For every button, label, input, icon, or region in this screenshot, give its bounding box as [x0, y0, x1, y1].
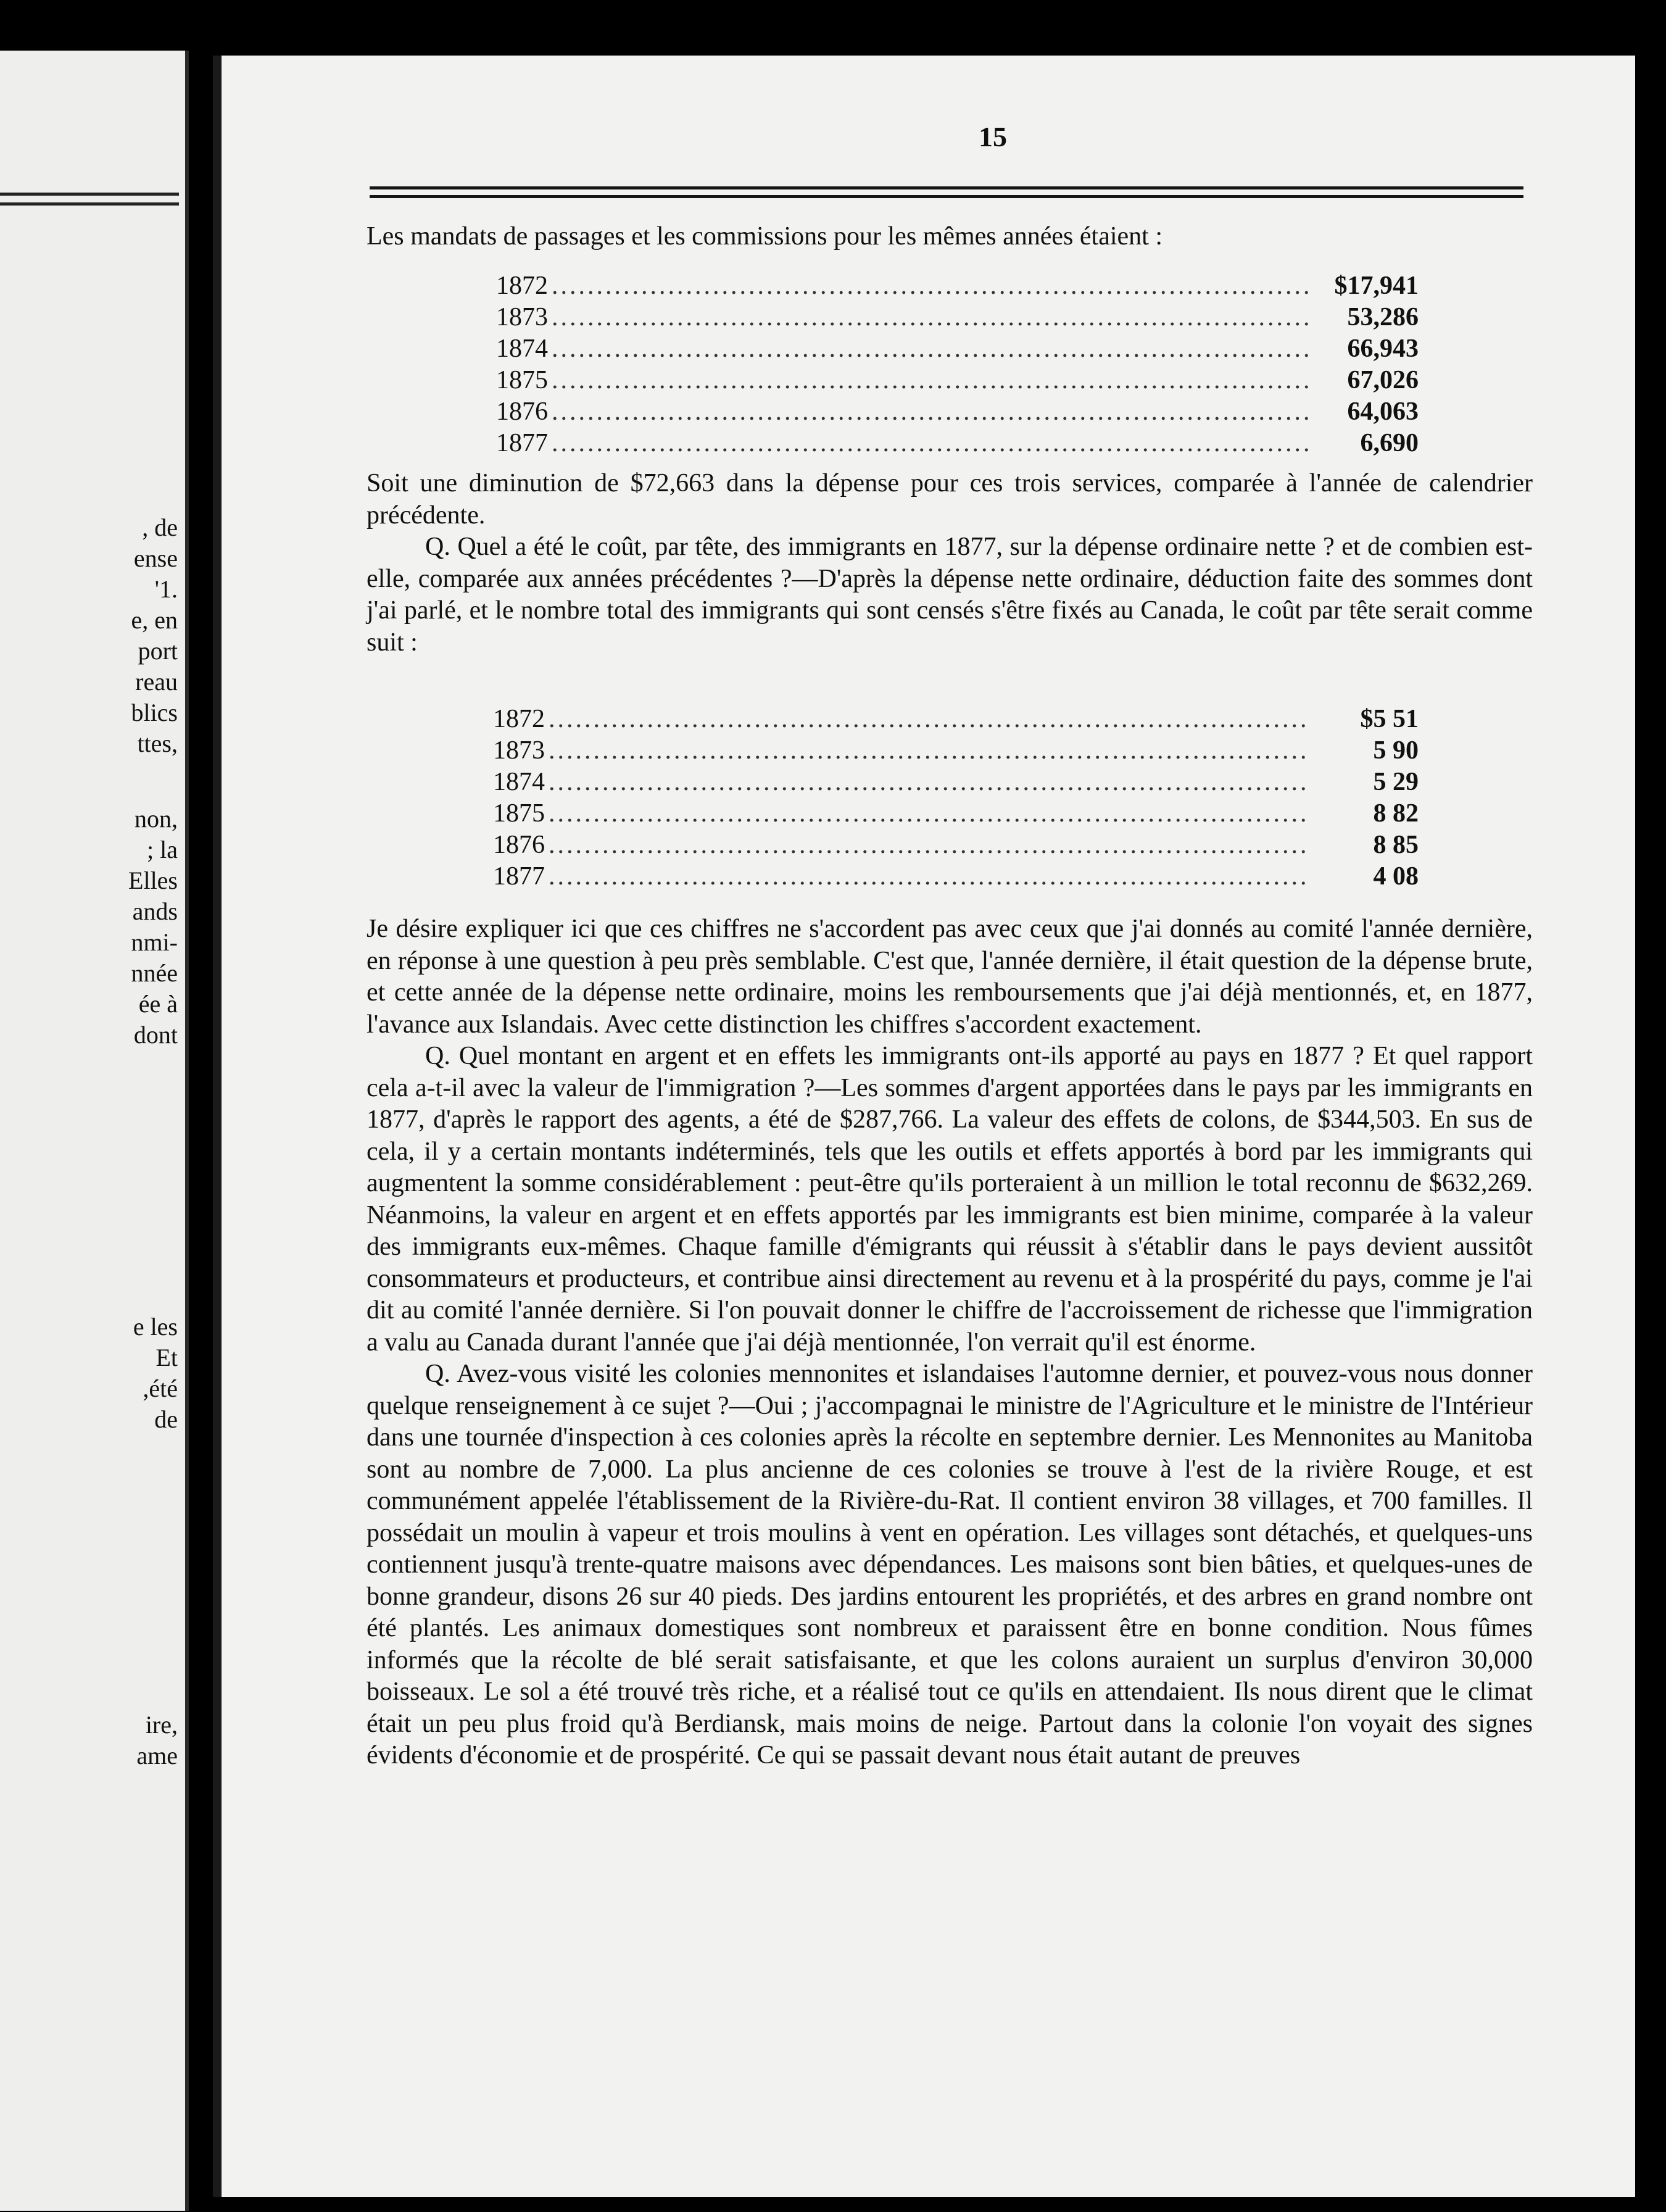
- table-row: [496, 365, 1419, 396]
- left-page-fragment: blics: [131, 699, 178, 726]
- left-page-rule: [0, 193, 179, 196]
- year-cell: 1873: [493, 736, 545, 765]
- left-page-fragment: e les: [133, 1313, 178, 1341]
- year-cell: 1872: [493, 705, 545, 733]
- table-row: [493, 767, 1419, 798]
- year-cell: 1877: [496, 429, 548, 457]
- header-rule: [370, 195, 1523, 198]
- amount-cell: $17,941: [1334, 272, 1419, 300]
- paragraph: Je désire expliquer ici que ces chiffres ne s'accordent pas avec ceux que j'ai donnés au comité l'année dernière, en réponse à une question à peu près semblable. C'est que, l'année dernière, il était question de la dépense brute, et cette année de la dépense nette ordinaire, moins les remboursements que j'ai déjà mentionnés, et, en 1877, l'avance aux Islandais. Avec cette distinction les chiffres s'accordent exactement.: [367, 915, 1533, 1039]
- left-page-fragment: '1.: [154, 575, 178, 603]
- left-page-rule: [0, 202, 179, 206]
- page-number: 15: [979, 121, 1007, 152]
- year-cell: 1873: [496, 303, 548, 331]
- dot-leader: [552, 428, 1310, 459]
- year-cell: 1876: [493, 831, 545, 859]
- dot-leader: [549, 861, 1310, 892]
- year-cell: 1877: [493, 862, 545, 891]
- dot-leader: [549, 735, 1310, 767]
- document-page: [213, 56, 1635, 2197]
- dot-leader: [549, 798, 1310, 830]
- amount-cell: 5 90: [1373, 736, 1419, 765]
- table-row: [496, 333, 1419, 365]
- dot-leader: [549, 767, 1310, 798]
- table-row: [496, 302, 1419, 333]
- body-section-1: [367, 468, 1533, 659]
- table-row: [493, 861, 1419, 892]
- amount-cell: 6,690: [1360, 429, 1419, 457]
- table-row: [493, 704, 1419, 735]
- left-page-fragment: nnée: [131, 959, 178, 987]
- dot-leader: [552, 333, 1310, 365]
- amount-cell: 53,286: [1347, 303, 1419, 331]
- year-cell: 1876: [496, 397, 548, 426]
- table-row: [496, 270, 1419, 302]
- intro-paragraph: [367, 221, 1533, 253]
- passage-commission-table: [496, 270, 1419, 459]
- paragraph: Soit une diminution de $72,663 dans la dépense pour ces trois services, comparée à l'année de calendrier précédente.: [367, 469, 1533, 530]
- left-page-fragment: port: [138, 637, 178, 665]
- table-row: [493, 735, 1419, 767]
- table-row: [496, 428, 1419, 459]
- left-page-fragment: ,été: [143, 1374, 178, 1402]
- left-page-fragment: e, en: [131, 606, 178, 634]
- amount-cell: 5 29: [1373, 768, 1419, 796]
- intro-text: Les mandats de passages et les commissions pour les mêmes années étaient :: [367, 222, 1163, 251]
- left-page-fragment: Et: [155, 1344, 178, 1371]
- header-rule: [370, 186, 1523, 189]
- paragraph: Q. Quel montant en argent et en effets les immigrants ont-ils apporté au pays en 1877 ? Et quel rapport cela a-t-il avec la valeur de l'immigration ?—Les sommes d'argent apportées dans le pays par les immigrants en 1877, d'après le rapport des agents, a été de $287,766. La valeur des effets de colons, de $344,503. En sus de cela, il y a certain montants indéterminés, tels que les outils et effets apportés à bord par les immigrants qui augmentent la somme considérablement : peut-être qu'ils porteraient à un million le total reconnu de $632,269. Néanmoins, la valeur en argent et en effets apportés par les immigrants est bien minime, comparée à la valeur des immigrants eux-mêmes. Chaque famille d'émigrants qui réussit à s'établir dans le pays devient aussitôt consommateurs et producteurs, et contribue ainsi directement au revenu et à la prospérité du pays, comme je l'ai dit au comité l'année dernière. Si l'on pouvait donner le chiffre de l'accroissement de richesse que l'immigration a valu au Canada durant l'année que j'ai déjà mentionnée, l'on verrait qu'il est énorme.: [367, 1042, 1533, 1357]
- cost-per-head-table: [493, 704, 1419, 892]
- year-cell: 1872: [496, 272, 548, 300]
- year-cell: 1874: [496, 335, 548, 363]
- left-page-fragment: ame: [136, 1742, 178, 1769]
- left-page-fragment: ire,: [145, 1711, 178, 1739]
- left-page-fragment: ée à: [138, 990, 178, 1018]
- left-page-fragment: ttes,: [137, 730, 178, 757]
- left-page-fragment: , de: [142, 514, 178, 541]
- left-facing-page: [0, 51, 189, 2211]
- left-page-fragment: dont: [133, 1021, 178, 1049]
- dot-leader: [552, 365, 1310, 396]
- dot-leader: [552, 270, 1310, 302]
- year-cell: 1874: [493, 768, 545, 796]
- table-row: [493, 798, 1419, 830]
- amount-cell: 67,026: [1347, 366, 1419, 394]
- amount-cell: 8 82: [1373, 799, 1419, 828]
- left-page-fragment: de: [154, 1405, 178, 1433]
- left-page-fragment: reau: [135, 668, 178, 696]
- left-page-fragment: ense: [133, 544, 178, 572]
- year-cell: 1875: [493, 799, 545, 828]
- amount-cell: 66,943: [1347, 335, 1419, 363]
- left-page-fragment: nmi-: [131, 928, 178, 956]
- dot-leader: [549, 704, 1310, 735]
- dot-leader: [549, 830, 1310, 861]
- table-row: [496, 396, 1419, 428]
- amount-cell: $5 51: [1360, 705, 1419, 733]
- paragraph: Q. Avez-vous visité les colonies mennonites et islandaises l'automne dernier, et pouvez-vous nous donner quelque renseignement à ce sujet ?—Oui ; j'accompagnai le ministre de l'Agriculture et le ministre de l'Intérieur dans une tournée d'inspection à ces colonies après la récolte en septembre dernier. Les Mennonites au Manitoba sont au nombre de 7,000. La plus ancienne de ces colonies se trouve à l'est de la rivière Rouge, et est communément appelée l'établissement de la Rivière-du-Rat. Il contient environ 38 villages, et 700 familles. Il possédait un moulin à vapeur et trois moulins à vent en opération. Les villages sont détachés, et quelques-uns contiennent jusqu'à trente-quatre maisons avec dépendances. Les maisons sont bien bâties, et quelques-unes de bonne grandeur, disons 26 sur 40 pieds. Des jardins entourent les propriétés, et des arbres en grand nombre ont été plantés. Les animaux domestiques sont nombreux et paraissent être en bonne condition. Nous fûmes informés que la récolte de blé serait satisfaisante, et que les colons auraient un surplus d'environ 30,000 boisseaux. Le sol a été trouvé très riche, et a réalisé tout ce qu'ils en attendaient. Ils nous dirent que le climat était un peu plus froid qu'à Berdiansk, mais moins de neige. Partout dans la colonie l'on voyait des signes évidents d'économie et de prospérité. Ce qui se passait devant nous était autant de preuves: [367, 1360, 1533, 1769]
- table-row: [493, 830, 1419, 861]
- year-cell: 1875: [496, 366, 548, 394]
- left-page-fragment: Elles: [128, 867, 178, 894]
- left-page-fragment: ; la: [147, 836, 178, 863]
- body-section-2: [367, 913, 1533, 1772]
- left-page-fragment: ands: [132, 897, 178, 925]
- amount-cell: 64,063: [1347, 397, 1419, 426]
- dot-leader: [552, 396, 1310, 428]
- amount-cell: 4 08: [1373, 862, 1419, 891]
- paragraph: Q. Quel a été le coût, par tête, des immigrants en 1877, sur la dépense ordinaire nette ? et de combien est-elle, comparée aux années précédentes ?—D'après la dépense nette ordinaire, déduction faite des sommes dont j'ai parlé, et le nombre total des immigrants qui sont censés s'être fixés au Canada, le coût par tête serait comme suit :: [367, 533, 1533, 657]
- amount-cell: 8 85: [1373, 831, 1419, 859]
- dot-leader: [552, 302, 1310, 333]
- left-page-fragment: non,: [135, 805, 178, 833]
